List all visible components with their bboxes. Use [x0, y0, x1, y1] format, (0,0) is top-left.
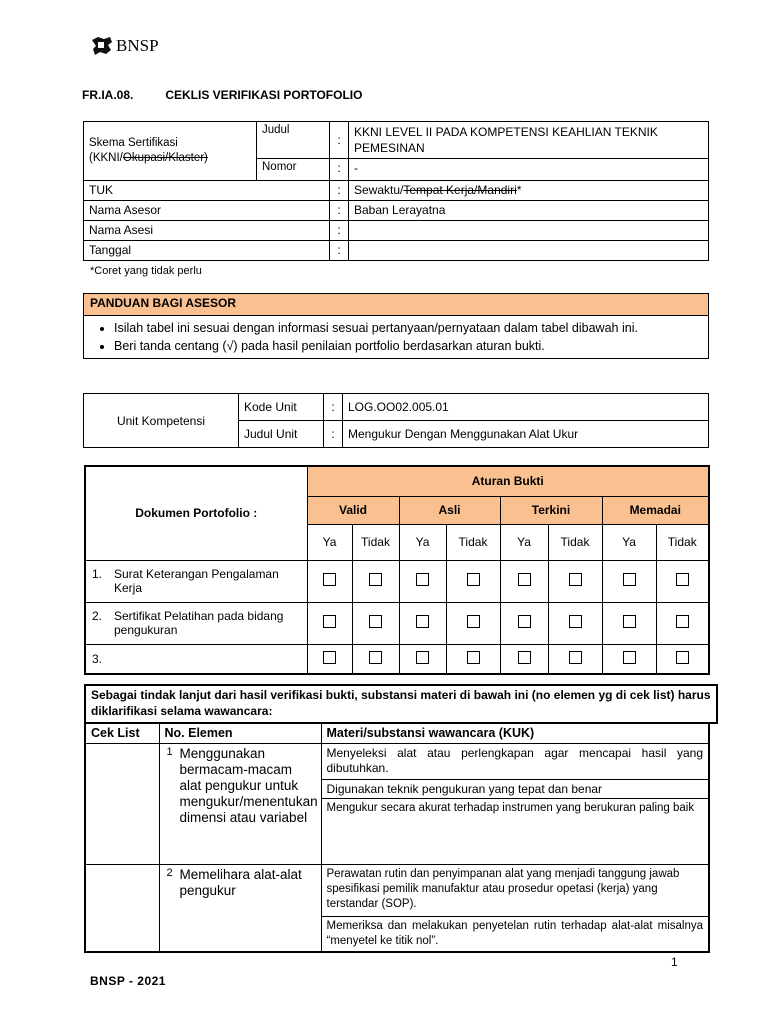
- panduan-item: • Beri tanda centang (√) pada hasil penilaian portfolio berdasarkan aturan bukti.: [114, 338, 708, 354]
- footer: BNSP - 2021: [90, 974, 166, 988]
- note: *Coret yang tidak perlu: [90, 265, 202, 277]
- checkbox-valid-ya[interactable]: [323, 573, 336, 586]
- kuk-item: Mengukur secara akurat terhadap instrumen yang berukuran paling baik: [321, 798, 709, 864]
- criteria-valid: Valid: [307, 496, 399, 524]
- checkbox-memadai-ya[interactable]: [623, 573, 636, 586]
- portfolio-row: [85, 644, 709, 674]
- kode-unit-label: Kode Unit: [239, 394, 324, 421]
- colon: :: [324, 394, 343, 421]
- portfolio-table: [84, 465, 710, 675]
- bnsp-emblem-icon: [90, 36, 114, 56]
- ya-header: Ya: [602, 524, 656, 560]
- cek-list-cell[interactable]: [85, 864, 159, 952]
- nomor-value: -: [349, 159, 709, 181]
- panduan-box: [83, 293, 709, 359]
- checkbox-valid-tidak[interactable]: [369, 615, 382, 628]
- skema-label: Skema Sertifikasi (KKNI/Okupasi/Klaster): [84, 122, 257, 181]
- colon: :: [330, 159, 349, 181]
- checkbox-valid-ya[interactable]: [323, 615, 336, 628]
- checkbox-memadai-tidak[interactable]: [676, 573, 689, 586]
- checkbox-memadai-tidak[interactable]: [676, 615, 689, 628]
- checkbox-terkini-ya[interactable]: [518, 573, 531, 586]
- checkbox-terkini-ya[interactable]: [518, 651, 531, 664]
- portfolio-row: [85, 602, 709, 644]
- ya-header: Ya: [399, 524, 446, 560]
- doc-portfolio-label: Dokumen Portofolio :: [85, 466, 307, 560]
- checkbox-valid-ya[interactable]: [323, 651, 336, 664]
- tanggal-value[interactable]: [349, 241, 709, 261]
- colon: :: [330, 181, 349, 201]
- col-no-elemen: No. Elemen: [159, 723, 321, 743]
- portfolio-doc: 1. Surat Keterangan Pengalaman Kerja: [85, 560, 307, 602]
- criteria-terkini: Terkini: [500, 496, 602, 524]
- checkbox-valid-tidak[interactable]: [369, 651, 382, 664]
- judul-value: KKNI LEVEL II PADA KOMPETENSI KEAHLIAN TEKNIK PEMESINAN: [349, 122, 709, 159]
- portfolio-doc: 3.: [85, 644, 307, 674]
- checkbox-terkini-tidak[interactable]: [569, 615, 582, 628]
- panduan-item: • Isilah tabel ini sesuai dengan informasi sesuai pertanyaan/pernyataan dalam tabel dibawah ini.: [114, 320, 708, 336]
- judul-unit-value: Mengukur Dengan Menggunakan Alat Ukur: [343, 421, 709, 448]
- judul-label: Judul: [257, 122, 330, 159]
- nomor-label: Nomor: [257, 159, 330, 181]
- tanggal-label: Tanggal: [84, 241, 330, 261]
- followup-table: [84, 722, 710, 953]
- checkbox-asli-tidak[interactable]: [467, 573, 480, 586]
- portfolio-doc: 2. Sertifikat Pelatihan pada bidang pengukuran: [85, 602, 307, 644]
- checkbox-terkini-ya[interactable]: [518, 615, 531, 628]
- unit-table: [83, 393, 709, 448]
- checkbox-valid-tidak[interactable]: [369, 573, 382, 586]
- tuk-label: TUK: [84, 181, 330, 201]
- info-table: [83, 121, 709, 261]
- page-number: 1: [671, 955, 678, 969]
- tidak-header: Tidak: [446, 524, 500, 560]
- checkbox-memadai-ya[interactable]: [623, 615, 636, 628]
- form-title: [82, 88, 362, 102]
- asesi-label: Nama Asesi: [84, 221, 330, 241]
- col-cek-list: Cek List: [85, 723, 159, 743]
- asesor-value: Baban Lerayatna: [349, 201, 709, 221]
- element-cell: 1 Menggunakan bermacam-macam alat pengukur untuk mengukur/menentukan dimensi atau variabel: [159, 743, 321, 864]
- asesor-label: Nama Asesor: [84, 201, 330, 221]
- cek-list-cell[interactable]: [85, 743, 159, 864]
- kuk-item: Perawatan rutin dan penyimpanan alat yang menjadi tanggung jawab spesifikasi pemilik manufaktur atau prosedur opetasi (kerja) yang terstandar (SOP).: [321, 864, 709, 916]
- bnsp-logo: [90, 36, 159, 56]
- colon: :: [330, 221, 349, 241]
- ya-header: Ya: [307, 524, 352, 560]
- aturan-bukti-heading: Aturan Bukti: [307, 466, 709, 496]
- panduan-heading: PANDUAN BAGI ASESOR: [84, 294, 708, 316]
- followup-intro: Sebagai tindak lanjut dari hasil verifikasi bukti, substansi materi di bawah ini (no elemen yg di cek list) harus diklarifikasi selama wawancara:: [84, 684, 718, 724]
- asesi-value[interactable]: [349, 221, 709, 241]
- criteria-asli: Asli: [399, 496, 500, 524]
- criteria-memadai: Memadai: [602, 496, 709, 524]
- checkbox-memadai-tidak[interactable]: [676, 651, 689, 664]
- kuk-item: Menyeleksi alat atau perlengkapan agar mencapai hasil yang dibutuhkan.: [321, 743, 709, 779]
- colon: :: [324, 421, 343, 448]
- unit-label: Unit Kompetensi: [84, 394, 239, 448]
- panduan-list: [84, 320, 708, 354]
- checkbox-terkini-tidak[interactable]: [569, 573, 582, 586]
- checkbox-memadai-ya[interactable]: [623, 651, 636, 664]
- checkbox-terkini-tidak[interactable]: [569, 651, 582, 664]
- col-materi: Materi/substansi wawancara (KUK): [321, 723, 709, 743]
- checkbox-asli-ya[interactable]: [416, 615, 429, 628]
- judul-unit-label: Judul Unit: [239, 421, 324, 448]
- checkbox-asli-tidak[interactable]: [467, 651, 480, 664]
- tuk-value: Sewaktu/Tempat Kerja/Mandiri*: [349, 181, 709, 201]
- form-code: FR.IA.08.: [82, 88, 134, 102]
- kuk-item: Memeriksa dan melakukan penyetelan rutin terhadap alat-alat misalnya “menyetel ke titik nol”.: [321, 916, 709, 952]
- tidak-header: Tidak: [548, 524, 602, 560]
- tidak-header: Tidak: [352, 524, 399, 560]
- portfolio-row: [85, 560, 709, 602]
- kode-unit-value: LOG.OO02.005.01: [343, 394, 709, 421]
- element-cell: 2 Memelihara alat-alat pengukur: [159, 864, 321, 952]
- checkbox-asli-ya[interactable]: [416, 573, 429, 586]
- logo-text: BNSP: [116, 36, 159, 55]
- ya-header: Ya: [500, 524, 548, 560]
- checkbox-asli-tidak[interactable]: [467, 615, 480, 628]
- checkbox-asli-ya[interactable]: [416, 651, 429, 664]
- form-title-text: CEKLIS VERIFIKASI PORTOFOLIO: [165, 88, 363, 102]
- colon: :: [330, 241, 349, 261]
- kuk-item: Digunakan teknik pengukuran yang tepat dan benar: [321, 779, 709, 798]
- tidak-header: Tidak: [656, 524, 709, 560]
- colon: :: [330, 122, 349, 159]
- colon: :: [330, 201, 349, 221]
